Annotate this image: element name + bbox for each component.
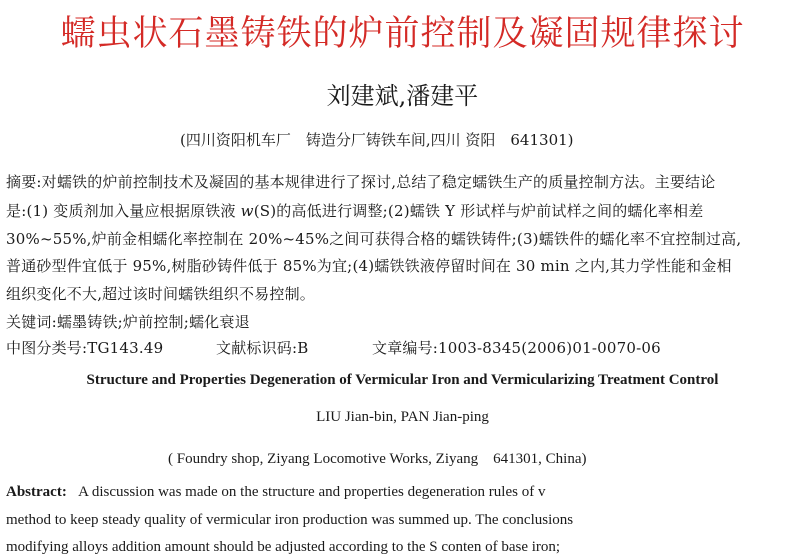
abstract-cn-text-2b: (S)的高低进行调整;(2)蠕铁 Y 形试样与炉前试样之间的蠕化率相差 (253, 202, 704, 220)
clc-number: 中图分类号:TG143.49 (6, 339, 164, 357)
document-code: 文献标识码:B (216, 339, 309, 357)
abstract-cn-text-1: 对蠕铁的炉前控制技术及凝固的基本规律进行了探讨,总结了稳定蠕铁生产的质量控制方法。主要结论 (41, 173, 716, 191)
abstract-cn-line-2 (6, 200, 703, 221)
authors-cn: 刘建斌,潘建平 (326, 82, 479, 110)
paper-title: 蠕虫状石墨铸铁的炉前控制及凝固规律探讨 (60, 14, 745, 54)
classification-line (6, 337, 661, 358)
keywords-cn-text: 蠕墨铸铁;炉前控制;蠕化衰退 (56, 313, 250, 331)
keywords-cn (6, 311, 250, 332)
abstract-en-text-1: A discussion was made on the structure and properties degeneration rules of v (78, 484, 546, 500)
abstract-cn-line-1 (6, 171, 715, 192)
abstract-cn-label: 摘要: (6, 173, 42, 191)
authors-en: LIU Jian-bin, PAN Jian-ping (316, 409, 489, 425)
abstract-cn-line-3: 30%~55%,炉前金相蠕化率控制在 20%~45%之间可获得合格的蠕铁铸件;(3)蠕铁件的蠕化率不宜控制过高, (6, 230, 742, 248)
abstract-cn-text-2a: 是:(1) 变质剂加入量应根据原铁液 (6, 202, 241, 220)
paper-title-en: Structure and Properties Degeneration of Vermicular Iron and Vermicularizing Treatment Control (86, 372, 719, 388)
affiliation-cn: (四川资阳机车厂 铸造分厂铸铁车间,四川 资阳 641301) (180, 131, 574, 149)
abstract-en-line-2: method to keep steady quality of vermicular iron production was summed up. The conclusions (6, 512, 574, 528)
abstract-en-line-1 (6, 484, 651, 501)
abstract-en-label: Abstract: (6, 484, 67, 500)
abstract-en-line-3: modifying alloys addition amount should be adjusted according to the S conten of base iron; (6, 539, 561, 555)
abstract-cn-line-5: 组织变化不大,超过该时间蠕铁组织不易控制。 (6, 285, 315, 303)
affiliation-en: ( Foundry shop, Ziyang Locomotive Works, Ziyang 641301, China) (168, 451, 587, 467)
abstract-cn-line-4: 普通砂型件宜低于 95%,树脂砂铸件低于 85%为宜;(4)蠕铁铁液停留时间在 30 min 之内,其力学性能和金相 (6, 257, 732, 275)
article-number: 文章编号:1003-8345(2006)01-0070-06 (372, 339, 661, 357)
keywords-cn-label: 关键词: (6, 313, 57, 331)
abstract-cn-symbol-w: w (240, 202, 254, 220)
